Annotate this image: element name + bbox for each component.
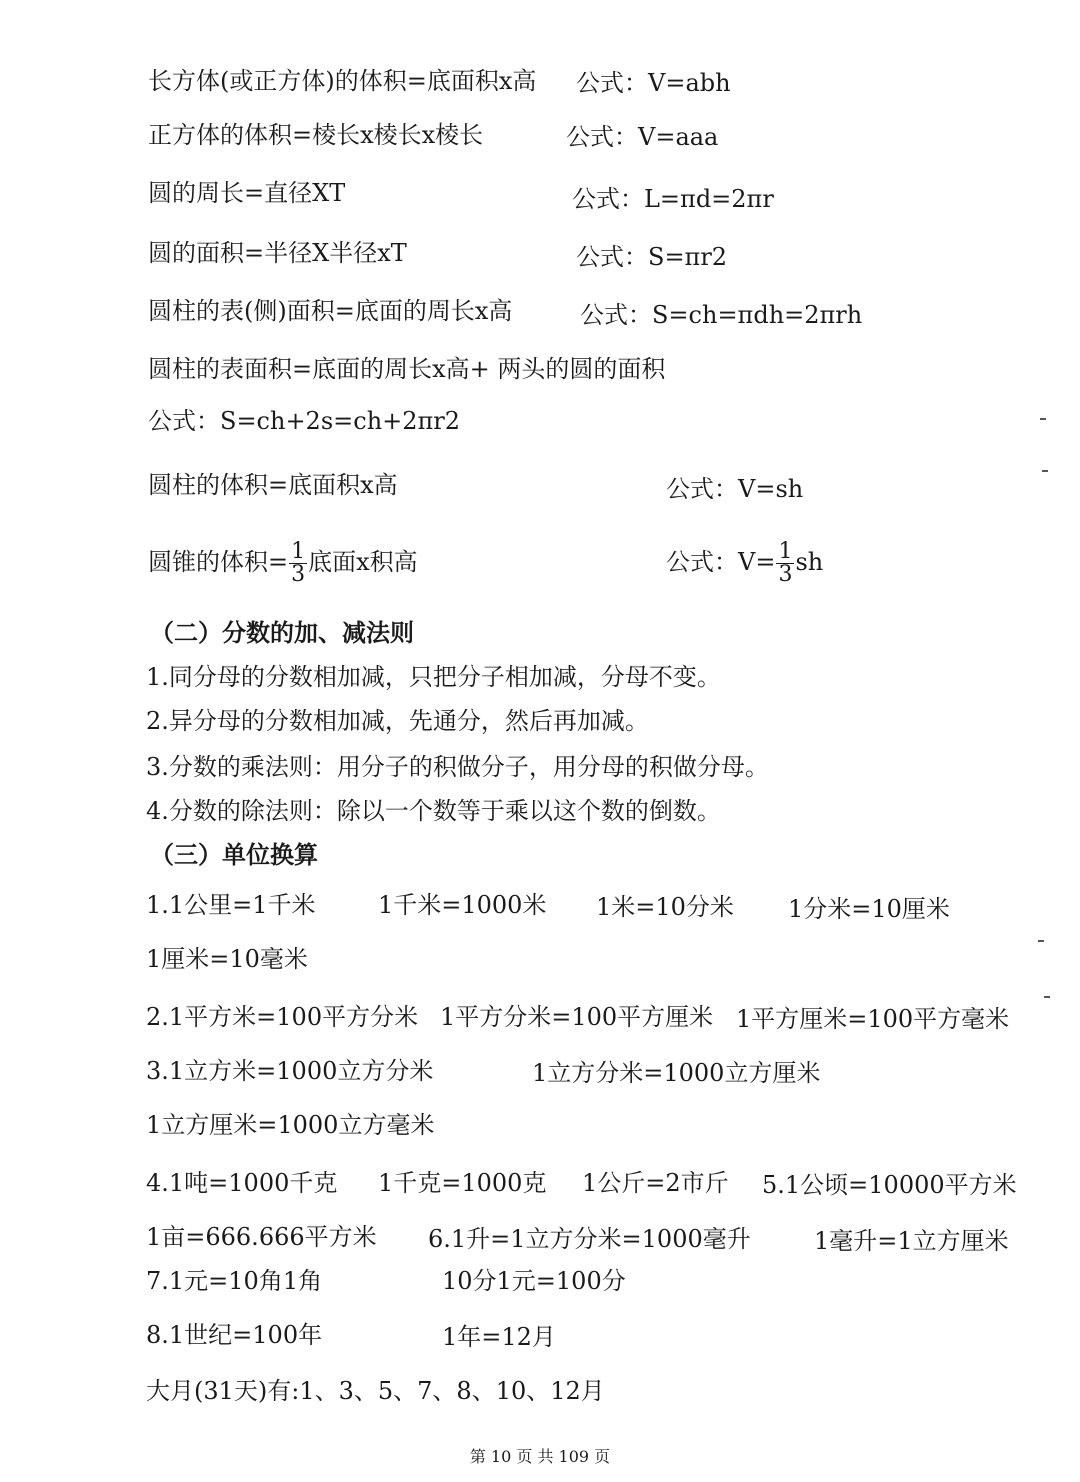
unit-2-3: 1平方厘米=100平方毫米 xyxy=(736,1005,1010,1033)
formula-8-pre: 公式：V= xyxy=(666,548,776,576)
unit-5-1: 5.1公顷=10000平方米 xyxy=(762,1171,1017,1199)
scan-mark xyxy=(1038,940,1044,942)
fraction-one-third xyxy=(289,541,307,586)
formula-3: 公式：L=πd=2πr xyxy=(572,185,774,213)
fraction-denominator: 3 xyxy=(778,562,793,587)
unit-3-3: 1立方厘米=1000立方毫米 xyxy=(146,1111,435,1139)
formula-5: 公式：S=ch=πdh=2πrh xyxy=(580,301,863,329)
formula-desc-4: 圆的面积=半径X半径xT xyxy=(148,239,407,267)
unit-big-months: 大月(31天)有:1、3、5、7、8、10、12月 xyxy=(146,1377,605,1405)
page-footer: 第 10 页 共 109 页 xyxy=(469,1447,611,1466)
fraction-numerator: 1 xyxy=(291,539,306,564)
formula-1: 公式：V=abh xyxy=(576,69,731,97)
formula-desc-8 xyxy=(148,532,418,592)
unit-6-2: 1毫升=1立方厘米 xyxy=(814,1227,1009,1255)
unit-3-2: 1立方分米=1000立方厘米 xyxy=(532,1059,821,1087)
unit-7-2: 10分1元=100分 xyxy=(442,1267,626,1295)
formula-desc-8-pre: 圆锥的体积= xyxy=(148,548,289,576)
unit-1-2: 1千米=1000米 xyxy=(378,891,547,919)
section3-heading: （三）单位换算 xyxy=(150,840,318,869)
section2-item-2: 2.异分母的分数相加减，先通分，然后再加减。 xyxy=(146,707,649,735)
unit-3-1: 3.1立方米=1000立方分米 xyxy=(146,1057,434,1085)
formula-desc-6: 圆柱的表面积=底面的周长x高+ 两头的圆的面积 xyxy=(148,355,666,383)
formula-7: 公式：V=sh xyxy=(666,475,804,503)
unit-1-3: 1米=10分米 xyxy=(596,893,734,921)
formula-desc-8-post: 底面x积高 xyxy=(308,548,418,576)
formula-desc-1: 长方体(或正方体)的体积=底面积x高 xyxy=(148,67,537,95)
unit-7-1: 7.1元=10角1角 xyxy=(146,1267,323,1295)
scan-mark xyxy=(1044,996,1050,998)
fraction-denominator: 3 xyxy=(291,562,306,587)
formula-6: 公式：S=ch+2s=ch+2πr2 xyxy=(148,407,461,435)
unit-1-1: 1.1公里=1千米 xyxy=(146,891,316,919)
unit-4-2: 1千克=1000克 xyxy=(378,1169,547,1197)
section2-item-3: 3.分数的乘法则：用分子的积做分子，用分母的积做分母。 xyxy=(146,753,769,781)
section2-item-1: 1.同分母的分数相加减，只把分子相加减，分母不变。 xyxy=(146,663,721,691)
unit-5-2: 1亩=666.666平方米 xyxy=(146,1223,377,1251)
scan-mark xyxy=(1040,418,1046,420)
formula-8-post: sh xyxy=(795,548,824,576)
section2-heading: （二）分数的加、减法则 xyxy=(150,618,414,647)
section2-item-4: 4.分数的除法则：除以一个数等于乘以这个数的倒数。 xyxy=(146,797,721,825)
formula-desc-3: 圆的周长=直径XT xyxy=(148,179,346,207)
unit-4-3: 1公斤=2市斤 xyxy=(582,1169,729,1197)
formula-8 xyxy=(666,532,823,592)
formula-desc-7: 圆柱的体积=底面积x高 xyxy=(148,471,398,499)
unit-1-5: 1厘米=10毫米 xyxy=(146,945,308,973)
unit-8-1: 8.1世纪=100年 xyxy=(146,1321,323,1349)
formula-2: 公式：V=aaa xyxy=(566,123,719,151)
fraction-one-third-formula xyxy=(776,541,794,586)
unit-1-4: 1分米=10厘米 xyxy=(788,895,950,923)
unit-6-1: 6.1升=1立方分米=1000毫升 xyxy=(428,1225,751,1253)
formula-desc-5: 圆柱的表(侧)面积=底面的周长x高 xyxy=(148,297,513,325)
formula-desc-2: 正方体的体积=棱长x棱长x棱长 xyxy=(148,121,484,149)
unit-2-1: 2.1平方米=100平方分米 xyxy=(146,1003,419,1031)
unit-8-2: 1年=12月 xyxy=(442,1323,556,1351)
formula-4: 公式：S=πr2 xyxy=(576,243,728,271)
scan-mark xyxy=(1042,470,1048,472)
unit-4-1: 4.1吨=1000千克 xyxy=(146,1169,338,1197)
fraction-numerator: 1 xyxy=(778,539,793,564)
unit-2-2: 1平方分米=100平方厘米 xyxy=(440,1003,714,1031)
